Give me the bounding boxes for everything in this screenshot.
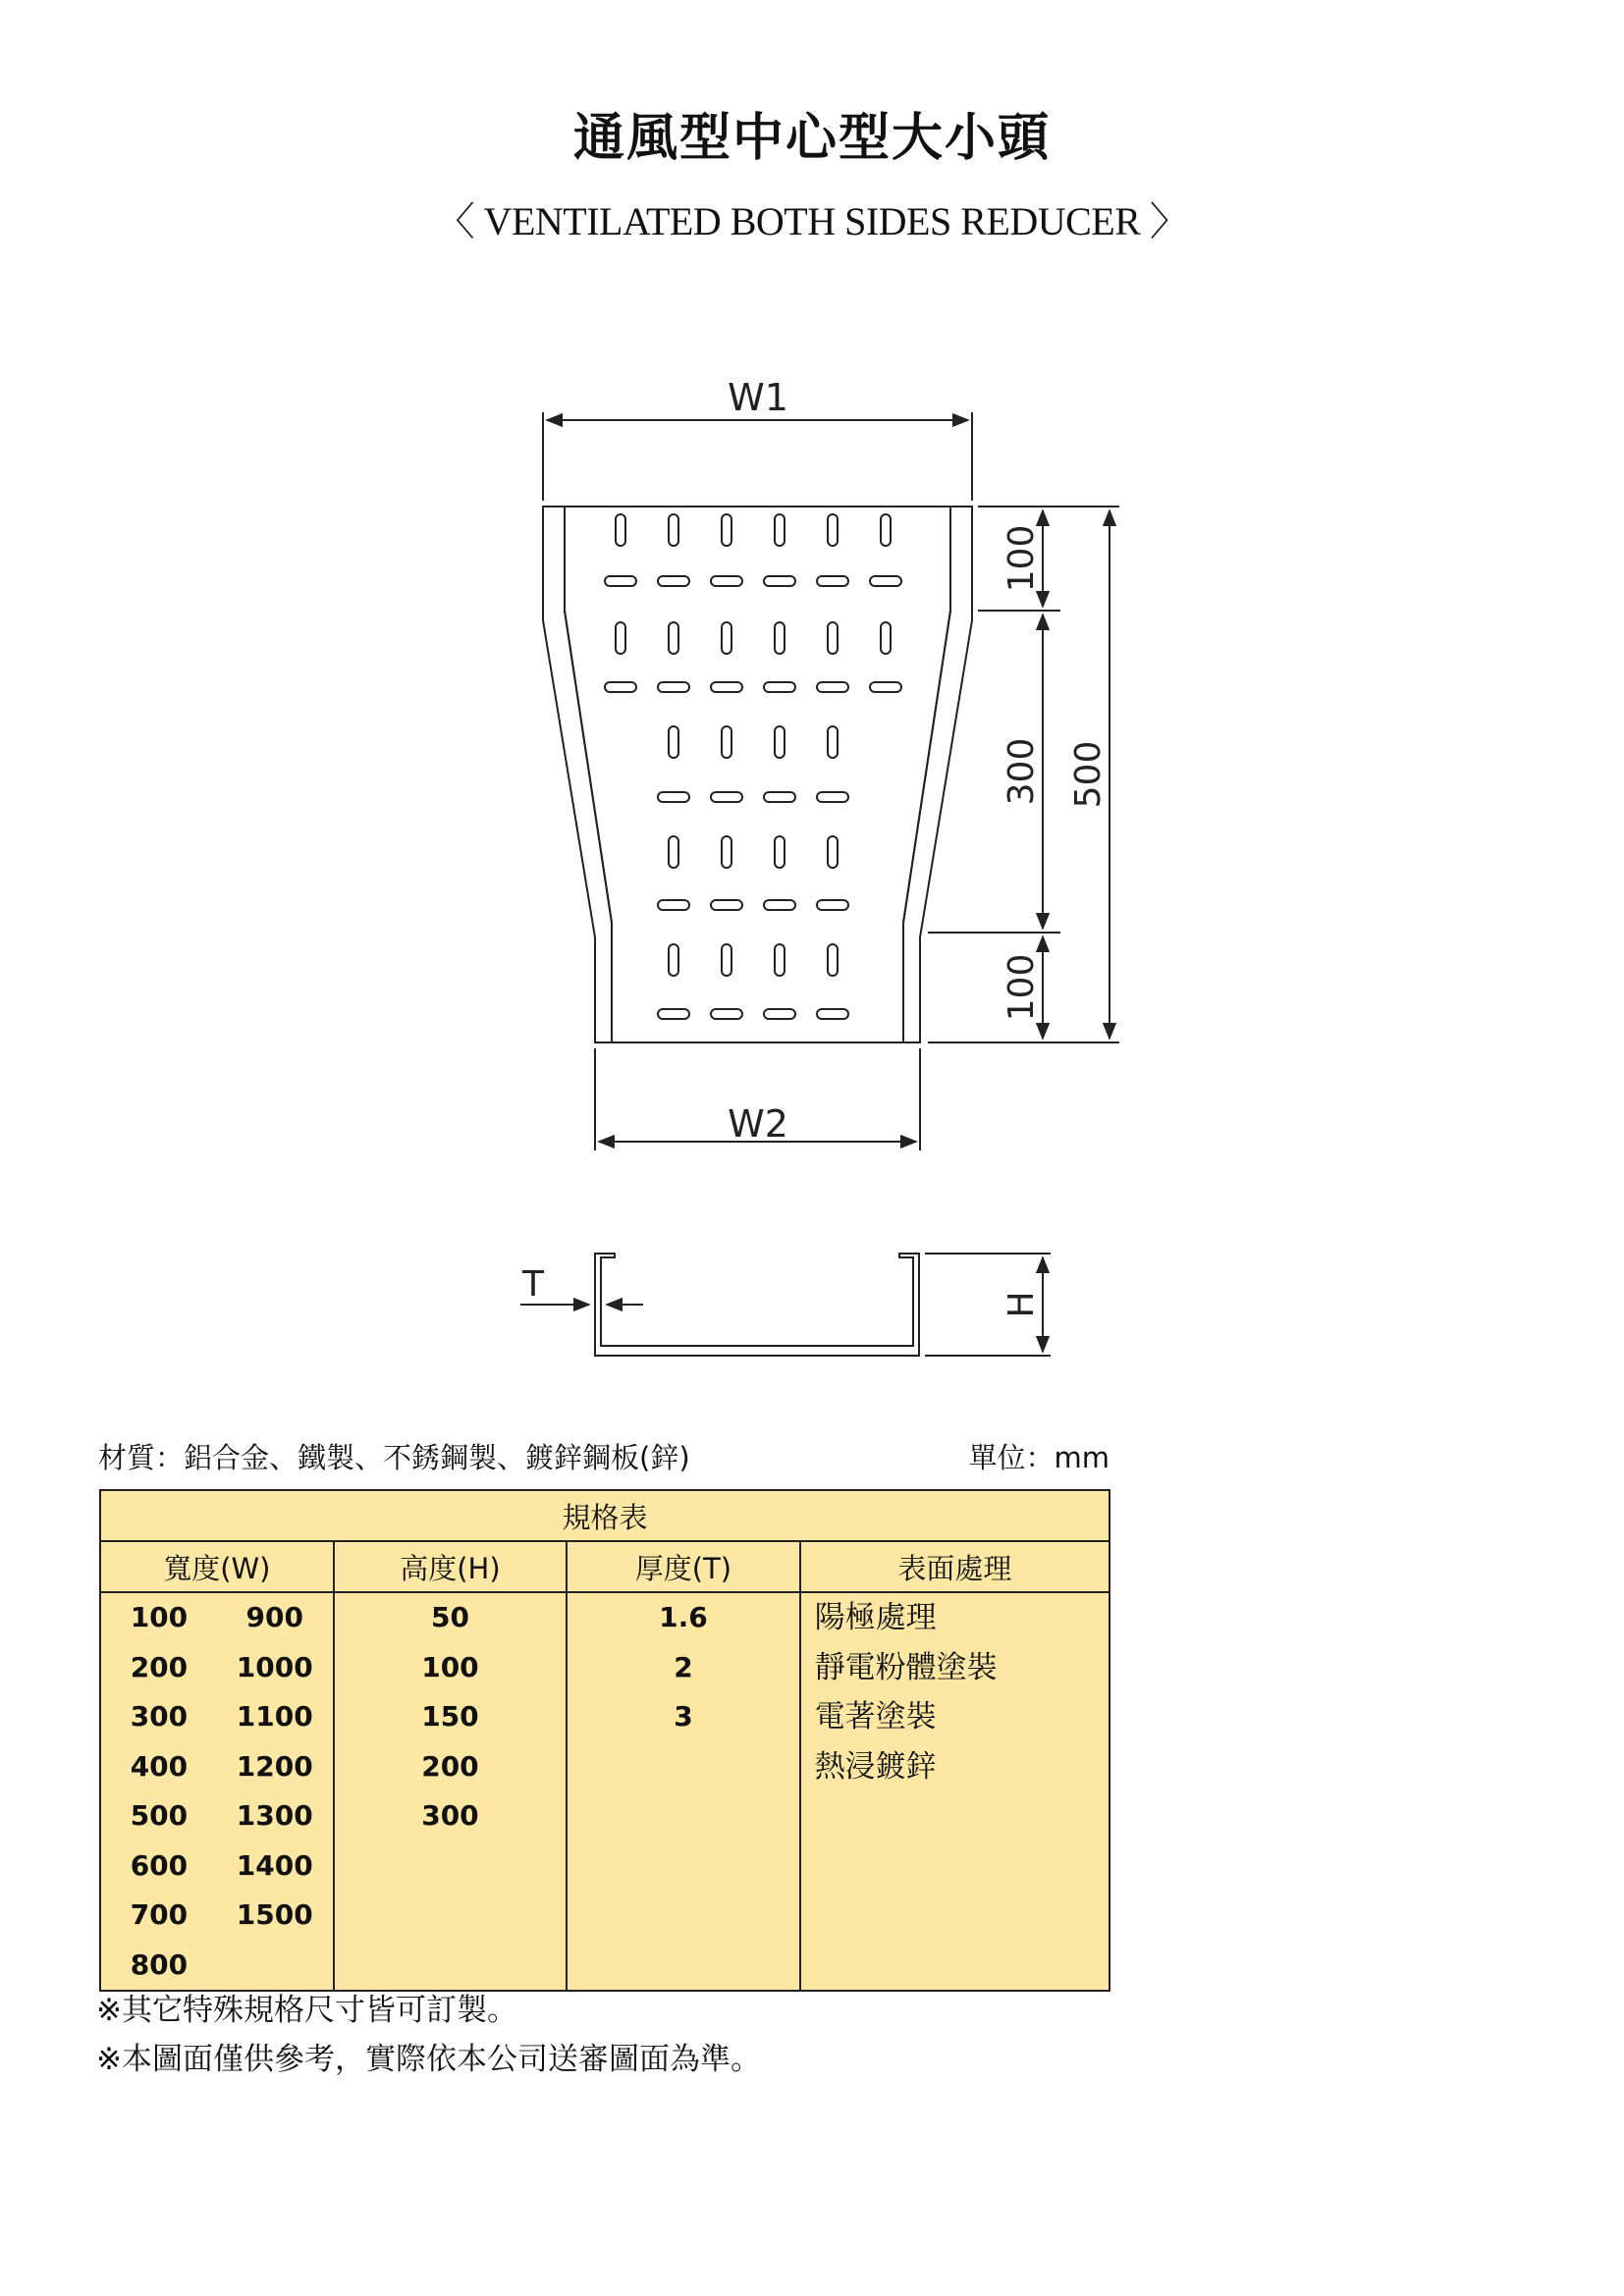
width-column-2: [217, 1593, 333, 1990]
slot: [775, 726, 785, 758]
slot: [711, 792, 742, 802]
height-cell: 50: [430, 1601, 469, 1633]
slot: [669, 944, 678, 976]
slot: [605, 576, 636, 586]
height-cell: [335, 1941, 567, 1991]
surface-cell: [801, 1791, 1109, 1842]
height-cell: 200: [421, 1749, 479, 1783]
page-title: 通風型中心型大小頭: [572, 109, 1051, 168]
slot: [616, 514, 625, 546]
width-cell: [217, 1941, 333, 1991]
width-cell: 200: [130, 1650, 189, 1683]
slot: [828, 514, 838, 546]
cross-section: [520, 1254, 1051, 1356]
header-width: 寬度(W): [100, 1541, 334, 1592]
height-cell: [335, 1842, 567, 1892]
slot: [722, 622, 731, 654]
header-height: 高度(H): [334, 1541, 568, 1592]
slot: [658, 576, 689, 586]
width-cell: 1200: [236, 1749, 313, 1783]
slot: [711, 576, 742, 586]
thickness-cell: 2: [674, 1650, 693, 1683]
width-cell: 900: [245, 1601, 303, 1633]
note-item: ※本圖面僅供參考，實際依本公司送審圖面為準。: [96, 2042, 761, 2077]
slot: [764, 792, 795, 802]
slot: [881, 514, 891, 546]
thickness-column: [568, 1593, 798, 1990]
surface-cell: 陽極處理: [814, 1600, 937, 1635]
height-cell: 300: [421, 1799, 479, 1832]
width-column-1: [101, 1593, 217, 1990]
width-cell: 600: [130, 1848, 189, 1882]
width-cell: 800: [130, 1948, 189, 1981]
slot: [817, 792, 848, 802]
header-thickness: 厚度(T): [567, 1541, 799, 1592]
slot: [722, 836, 731, 868]
slot: [817, 1009, 848, 1019]
thickness-cell: [568, 1742, 798, 1792]
slot: [658, 1009, 689, 1019]
height-cell: [335, 1891, 567, 1941]
slot: [669, 622, 678, 654]
w2-label: W2: [728, 1102, 788, 1146]
slot: [775, 944, 785, 976]
thickness-cell: 1.6: [659, 1601, 708, 1633]
width-cell: 1300: [236, 1799, 313, 1832]
width-cell: 1000: [236, 1650, 313, 1683]
slot: [881, 622, 891, 654]
dim-top-label: 100: [1001, 524, 1042, 593]
thickness-cell: [568, 1842, 798, 1892]
slot: [828, 726, 838, 758]
slot: [828, 836, 838, 868]
thickness-cell: [568, 1941, 798, 1991]
table-caption: 規格表: [100, 1490, 1110, 1541]
slot: [658, 792, 689, 802]
surface-cell: 熱浸鍍鋅: [814, 1748, 937, 1785]
t-label: T: [522, 1264, 544, 1305]
dim-bottom-label: 100: [1001, 953, 1042, 1022]
height-column: [335, 1593, 567, 1990]
slot: [775, 622, 785, 654]
thickness-cell: [568, 1791, 798, 1842]
note-item: ※其它特殊規格尺寸皆可訂製。: [96, 1993, 517, 2028]
slot: [870, 576, 901, 586]
surface-cell: 靜電粉體塗裝: [814, 1649, 998, 1685]
unit-text: 單位：mm: [968, 1441, 1110, 1474]
slot: [817, 576, 848, 586]
w1-dimension: [543, 376, 972, 501]
width-cell: 500: [130, 1799, 189, 1832]
slot: [658, 682, 689, 692]
dim-total-label: 500: [1068, 740, 1109, 809]
slot: [616, 622, 625, 654]
slot: [764, 900, 795, 910]
slot: [828, 622, 838, 654]
width-cell: 1500: [236, 1898, 313, 1931]
slot: [711, 682, 742, 692]
surface-cell: [801, 1891, 1109, 1941]
slot: [658, 900, 689, 910]
reducer-outline: [543, 507, 972, 1042]
dim-middle-label: 300: [1001, 737, 1042, 806]
slot: [817, 682, 848, 692]
slot: [605, 682, 636, 692]
material-line: [98, 1436, 1110, 1475]
width-cell: 100: [130, 1601, 189, 1633]
material-text: 材質：鋁合金、鐵製、不銹鋼製、鍍鋅鋼板(鋅): [98, 1441, 690, 1474]
slot: [711, 1009, 742, 1019]
thickness-cell: [568, 1891, 798, 1941]
width-cell: 1100: [236, 1700, 313, 1733]
spec-table: [99, 1489, 1110, 1992]
slot: [722, 726, 731, 758]
slot: [722, 944, 731, 976]
width-cell: 1400: [236, 1848, 313, 1882]
slot: [775, 514, 785, 546]
width-cell: 700: [130, 1898, 189, 1931]
width-cell: 400: [130, 1749, 189, 1783]
slot: [669, 726, 678, 758]
surface-cell: [801, 1941, 1109, 1991]
height-cell: 100: [421, 1650, 479, 1683]
slot: [764, 576, 795, 586]
notes: [96, 1986, 761, 2084]
surface-cell: 電著塗裝: [814, 1699, 937, 1735]
slot: [775, 836, 785, 868]
slot: [764, 1009, 795, 1019]
slot: [669, 514, 678, 546]
page-subtitle: 〈 VENTILATED BOTH SIDES REDUCER 〉: [435, 199, 1189, 243]
slot: [828, 944, 838, 976]
w2-dimension: [595, 1048, 920, 1150]
width-cell: 300: [130, 1700, 189, 1733]
ventilation-slots: [605, 514, 901, 1019]
slot: [669, 836, 678, 868]
surface-column: [801, 1593, 1109, 1990]
surface-cell: [801, 1842, 1109, 1892]
slot: [817, 900, 848, 910]
height-cell: 150: [421, 1700, 479, 1733]
thickness-cell: 3: [674, 1700, 693, 1733]
h-label: H: [1001, 1291, 1042, 1318]
slot: [722, 514, 731, 546]
w1-label: W1: [728, 376, 788, 419]
header-surface: 表面處理: [800, 1541, 1110, 1592]
slot: [711, 900, 742, 910]
slot: [870, 682, 901, 692]
slot: [764, 682, 795, 692]
